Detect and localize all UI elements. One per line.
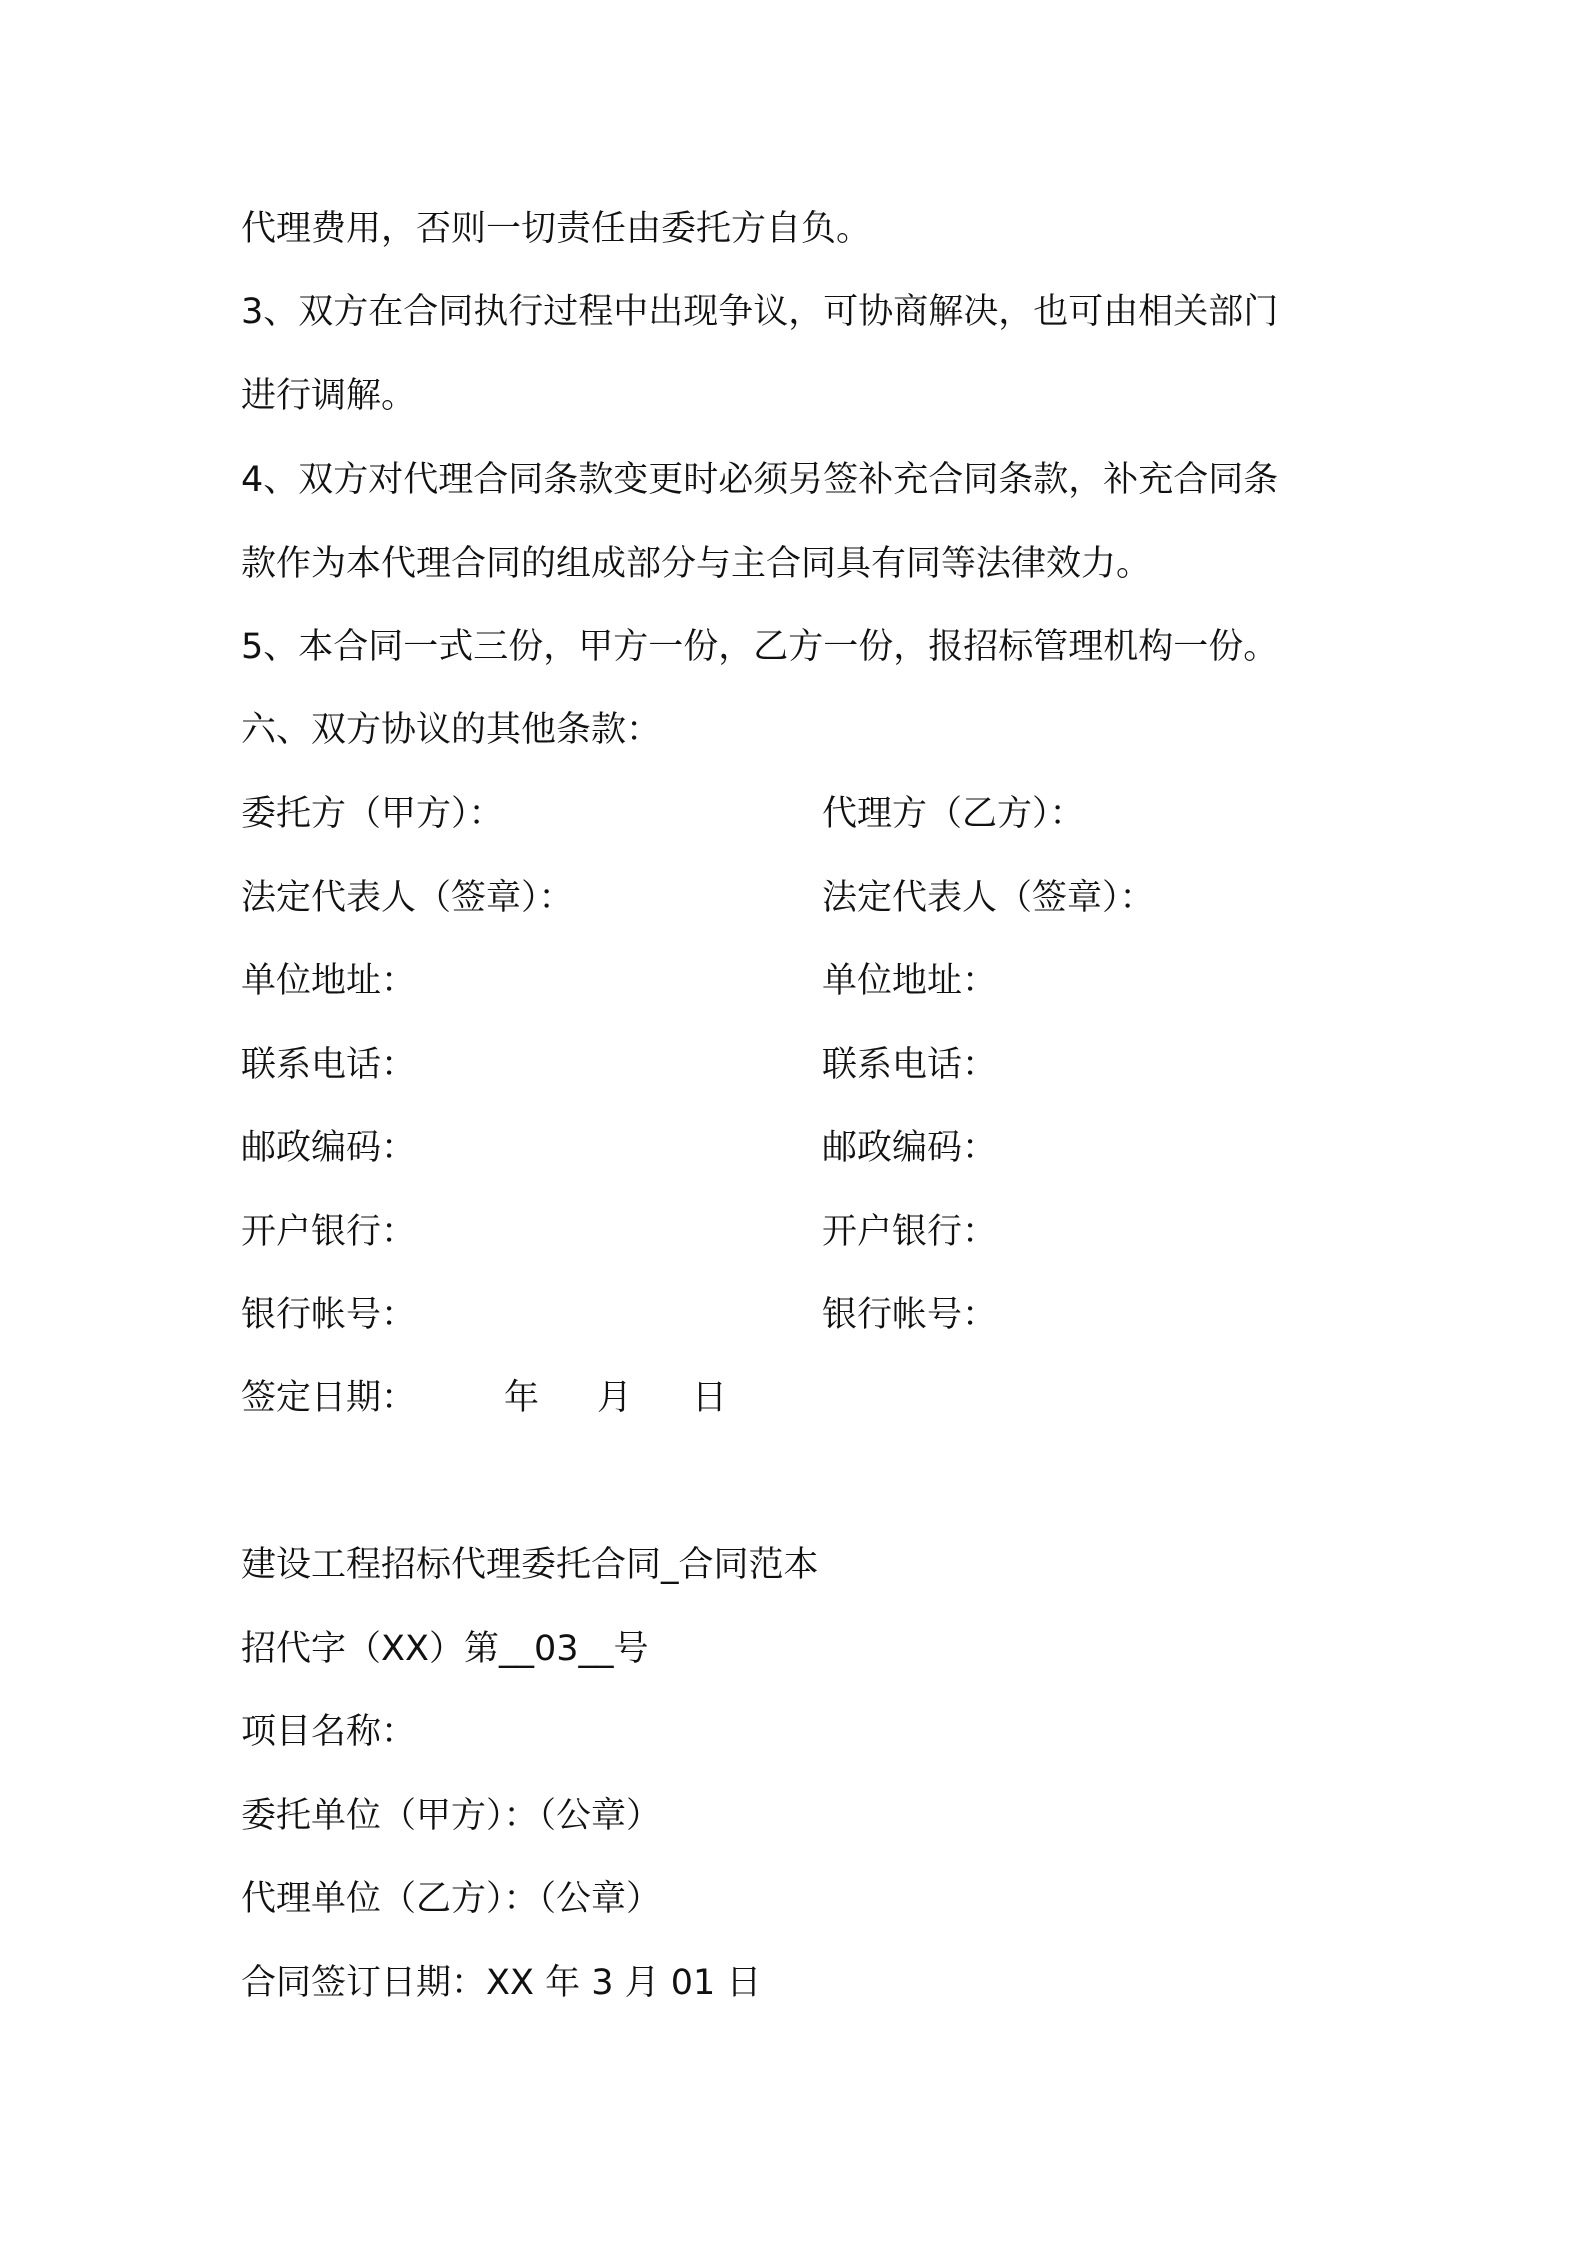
agent-postcode-label: 邮政编码： bbox=[822, 1128, 998, 1168]
client-representative-label: 法定代表人（签章）： bbox=[241, 878, 574, 918]
agent-unit-label: 代理单位（乙方）：（公章） bbox=[241, 1879, 662, 1919]
paragraph-line: 4、双方对代理合同条款变更时必须另签补充合同条款，补充合同条 bbox=[241, 460, 1279, 500]
client-phone-label: 联系电话： bbox=[241, 1045, 417, 1085]
contract-number: 招代字（XX）第__03__号 bbox=[241, 1629, 649, 1669]
date-day-unit: 日 bbox=[692, 1378, 728, 1418]
paragraph-line: 进行调解。 bbox=[241, 376, 417, 416]
agent-phone-label: 联系电话： bbox=[822, 1045, 998, 1085]
client-unit-label: 委托单位（甲方）：（公章） bbox=[241, 1796, 662, 1836]
date-month-unit: 月 bbox=[597, 1378, 633, 1418]
project-name-label: 项目名称： bbox=[241, 1712, 417, 1752]
paragraph-line: 款作为本代理合同的组成部分与主合同具有同等法律效力。 bbox=[241, 544, 1152, 584]
client-account-label: 银行帐号： bbox=[241, 1295, 417, 1335]
agent-representative-label: 法定代表人（签章）： bbox=[822, 878, 1155, 918]
agent-bank-label: 开户银行： bbox=[822, 1212, 998, 1252]
agent-address-label: 单位地址： bbox=[822, 961, 998, 1001]
agent-account-label: 银行帐号： bbox=[822, 1295, 998, 1335]
client-bank-label: 开户银行： bbox=[241, 1212, 417, 1252]
paragraph-line: 3、双方在合同执行过程中出现争议，可协商解决，也可由相关部门 bbox=[241, 292, 1279, 332]
contract-date-line: 合同签订日期：XX 年 3 月 01 日 bbox=[241, 1963, 762, 2003]
contract-title: 建设工程招标代理委托合同_合同范本 bbox=[241, 1545, 819, 1585]
date-year-unit: 年 bbox=[504, 1378, 540, 1418]
paragraph-line: 代理费用，否则一切责任由委托方自负。 bbox=[241, 209, 872, 249]
client-address-label: 单位地址： bbox=[241, 961, 417, 1001]
section-heading: 六、双方协议的其他条款： bbox=[241, 710, 662, 750]
agent-party-label: 代理方（乙方）： bbox=[822, 794, 1085, 834]
paragraph-line: 5、本合同一式三份，甲方一份，乙方一份，报招标管理机构一份。 bbox=[241, 627, 1279, 667]
client-postcode-label: 邮政编码： bbox=[241, 1128, 417, 1168]
client-party-label: 委托方（甲方）： bbox=[241, 794, 504, 834]
signing-date-label: 签定日期： bbox=[241, 1378, 417, 1418]
